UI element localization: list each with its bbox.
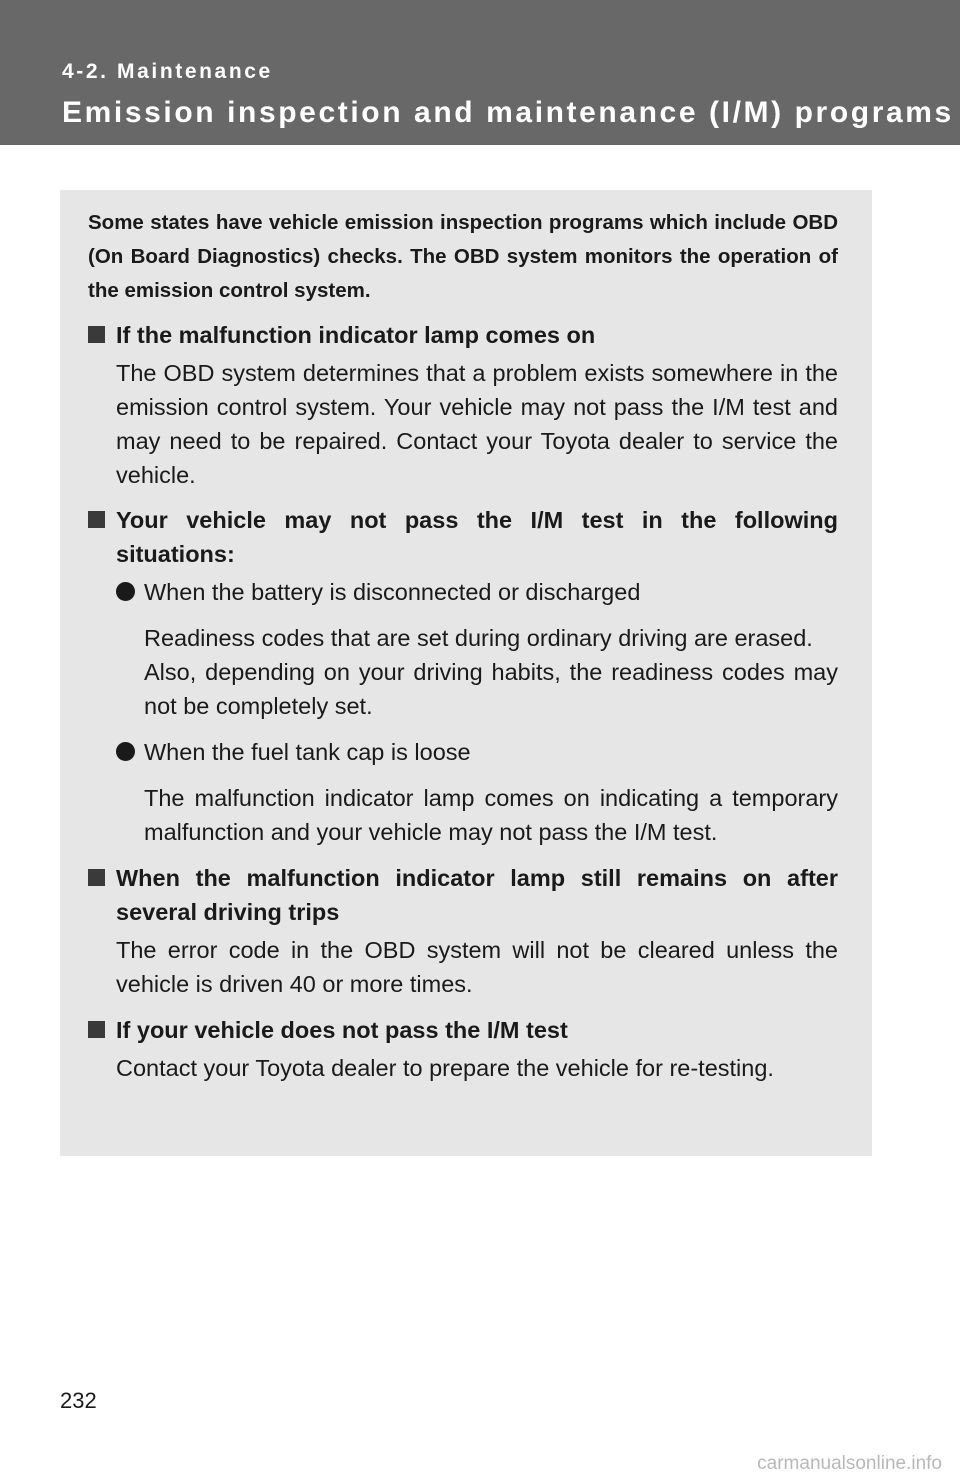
- section-label: 4-2. Maintenance: [62, 60, 273, 83]
- section-body: The OBD system determines that a problem exists somewhere in the emission control system. Your vehicle may not pass the I/M test and may need to be repaired. Contact your Toyota dealer to service the vehicle.: [116, 360, 838, 488]
- chapter-header-bar: [0, 0, 960, 145]
- bullet-detail: The malfunction indicator lamp comes on indicating a temporary malfunction and your vehicle may not pass the I/M test.: [144, 785, 838, 845]
- bullet-detail: [144, 621, 838, 723]
- section-may-not-pass: [88, 503, 838, 849]
- bullet-fuel-cap: [116, 735, 838, 769]
- content-box: [60, 190, 872, 1156]
- heading-text: When the malfunction indicator lamp still remains on after several driving trips: [116, 865, 838, 925]
- watermark: carmanualsonline.info: [757, 1453, 942, 1474]
- heading-text: If your vehicle does not pass the I/M test: [116, 1017, 568, 1043]
- section-heading: [88, 1013, 838, 1047]
- bullet-label: When the fuel tank cap is loose: [144, 739, 471, 765]
- section-body: The error code in the OBD system will not be cleared unless the vehicle is driven 40 or more times.: [116, 937, 838, 997]
- round-bullet-icon: [116, 582, 135, 601]
- bullet-label: When the battery is disconnected or discharged: [144, 579, 641, 605]
- bullet-detail-line: Readiness codes that are set during ordinary driving are erased.: [144, 625, 813, 651]
- section-heading: [88, 503, 838, 571]
- section-body: Contact your Toyota dealer to prepare the vehicle for re-testing.: [116, 1055, 774, 1081]
- heading-text: Your vehicle may not pass the I/M test in the following situations:: [116, 507, 838, 567]
- square-bullet-icon: [88, 869, 105, 886]
- bullet-battery: [116, 575, 838, 609]
- section-heading: [88, 861, 838, 929]
- section-heading: [88, 318, 838, 352]
- heading-text: If the malfunction indicator lamp comes on: [116, 322, 596, 348]
- intro-paragraph: Some states have vehicle emission inspection programs which include OBD (On Board Diagnostics) checks. The OBD system monitors the operation of the emission control system.: [88, 211, 838, 302]
- section-lamp-comes-on: [88, 318, 838, 492]
- square-bullet-icon: [88, 511, 105, 528]
- bullet-detail-line: Also, depending on your driving habits, the readiness codes may not be completely set.: [144, 659, 838, 719]
- page-number: 232: [60, 1388, 97, 1413]
- square-bullet-icon: [88, 1021, 105, 1038]
- page-title: Emission inspection and maintenance (I/M) programs: [62, 96, 954, 129]
- round-bullet-icon: [116, 742, 135, 761]
- section-does-not-pass: [88, 1013, 838, 1085]
- section-lamp-remains-on: [88, 861, 838, 1001]
- square-bullet-icon: [88, 326, 105, 343]
